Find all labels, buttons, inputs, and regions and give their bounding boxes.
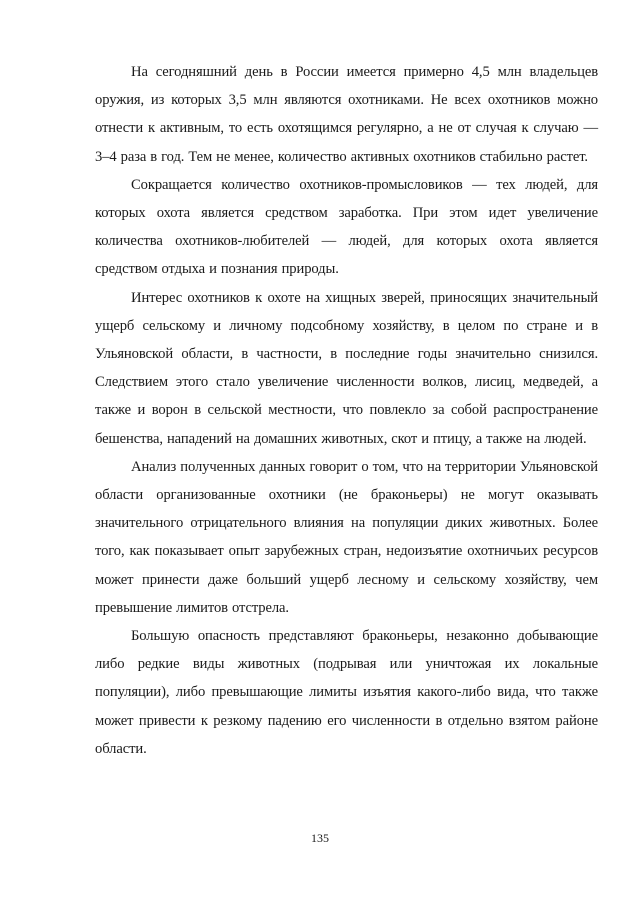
paragraph-3: Интерес охотников к охоте на хищных зверей, приносящих значительный ущерб сельскому и личному подсобному хозяйству, в целом по стране и в Ульяновской области, в частности, в последние годы значительно снизился. Следствием этого стало увеличение численности волков, лисиц, медведей, а также и ворон в сельской местности, что повлекло за собой распространение бешенства, нападений на домашних животных, скот и птицу, а также на людей. xyxy=(95,289,598,447)
page-number: 135 xyxy=(311,831,329,845)
document-body xyxy=(95,58,598,763)
paragraph-2: Сокращается количество охотников-промысловиков — тех людей, для которых охота является средством заработка. При этом идет увеличение количества охотников-любителей — людей, для которых охота является средством отдыха и познания природы. xyxy=(95,176,598,278)
paragraph-1: На сегодняшний день в России имеется примерно 4,5 млн владельцев оружия, из которых 3,5 млн являются охотниками. Не всех охотников можно отнести к активным, то есть охотящимся регулярно, а не от случая к случаю — 3–4 раза в год. Тем не менее, количество активных охотников стабильно растет. xyxy=(95,64,598,165)
paragraph-4: Анализ полученных данных говорит о том, что на территории Ульяновской области организованные охотники (не браконьеры) не могут оказывать значительного отрицательного влияния на популяции диких животных. Более того, как показывает опыт зарубежных стран, недоизъятие охотничьих ресурсов может принести даже больший ущерб лесному и сельскому хозяйству, чем превышение лимитов отстрела. xyxy=(95,458,598,616)
paragraph-5: Большую опасность представляют браконьеры, незаконно добывающие либо редкие виды животных (подрывая или уничтожая их локальные популяции), либо превышающие лимиты изъятия какого-либо вида, что также может привести к резкому падению его численности в отдельно взятом районе области. xyxy=(95,628,598,757)
